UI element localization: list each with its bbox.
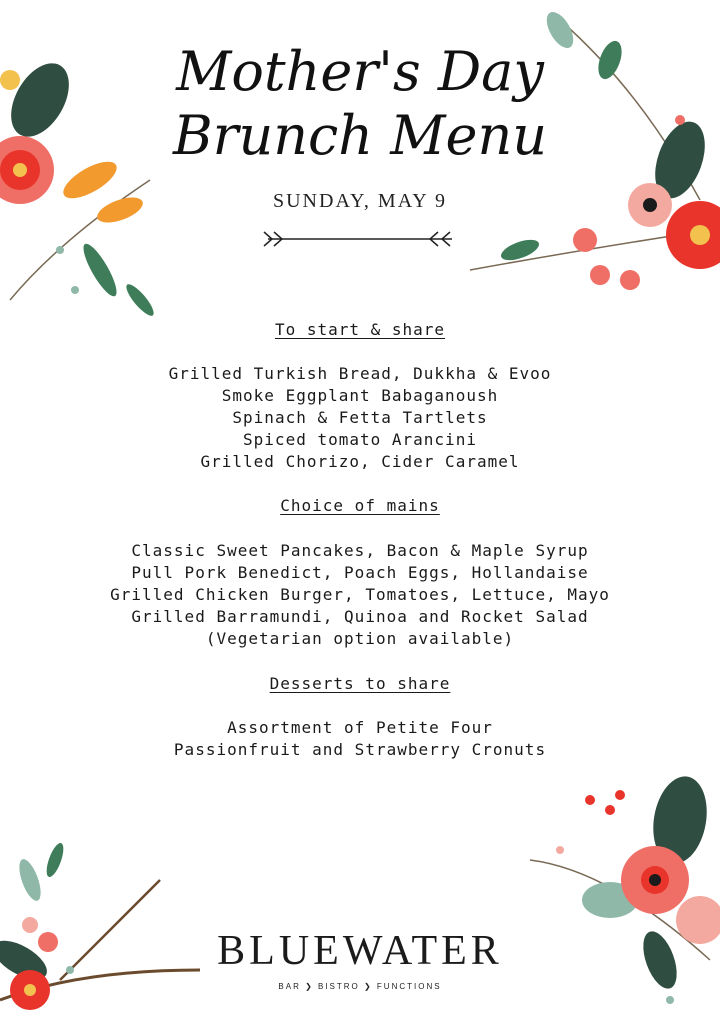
list-item: Grilled Turkish Bread, Dukkha & Evoo: [168, 364, 552, 383]
floral-decoration-bottom-left: [0, 820, 220, 1019]
event-date: SUNDAY, MAY 9: [272, 190, 448, 212]
list-item: Classic Sweet Pancakes, Bacon & Maple Syrup: [131, 541, 589, 560]
section-heading-mains: Choice of mains: [280, 496, 440, 515]
list-item: Passionfruit and Strawberry Cronuts: [173, 740, 547, 759]
menu-title-line-1: Mother's Day: [176, 40, 544, 103]
list-item: Spiced tomato Arancini: [243, 430, 477, 449]
logo-wordmark: BLUEWATER: [217, 928, 503, 974]
list-item: Assortment of Petite Four: [227, 718, 493, 737]
bluewater-logo: [200, 928, 520, 991]
section-heading-starters: To start & share: [274, 320, 446, 339]
list-item: Grilled Chicken Burger, Tomatoes, Lettuce, Mayo: [110, 585, 610, 604]
floral-decoration-bottom-right: [520, 770, 720, 1019]
list-item: Smoke Eggplant Babaganoush: [221, 386, 499, 405]
list-item: Pull Pork Benedict, Poach Eggs, Hollandaise: [131, 563, 589, 582]
starters-list: [0, 363, 720, 473]
menu-title-line-2: Brunch Menu: [172, 104, 548, 167]
desserts-list: [0, 717, 720, 761]
list-item: (Vegetarian option available): [205, 629, 515, 648]
list-item: Grilled Barramundi, Quinoa and Rocket Salad: [131, 607, 589, 626]
section-heading-desserts: Desserts to share: [269, 674, 451, 693]
list-item: Spinach & Fetta Tartlets: [232, 408, 488, 427]
mains-list: [0, 540, 720, 650]
list-item: Grilled Chorizo, Cider Caramel: [200, 452, 520, 471]
arrow-divider-icon: [260, 228, 460, 250]
logo-tagline: BAR ❯ BISTRO ❯ FUNCTIONS: [278, 982, 442, 991]
